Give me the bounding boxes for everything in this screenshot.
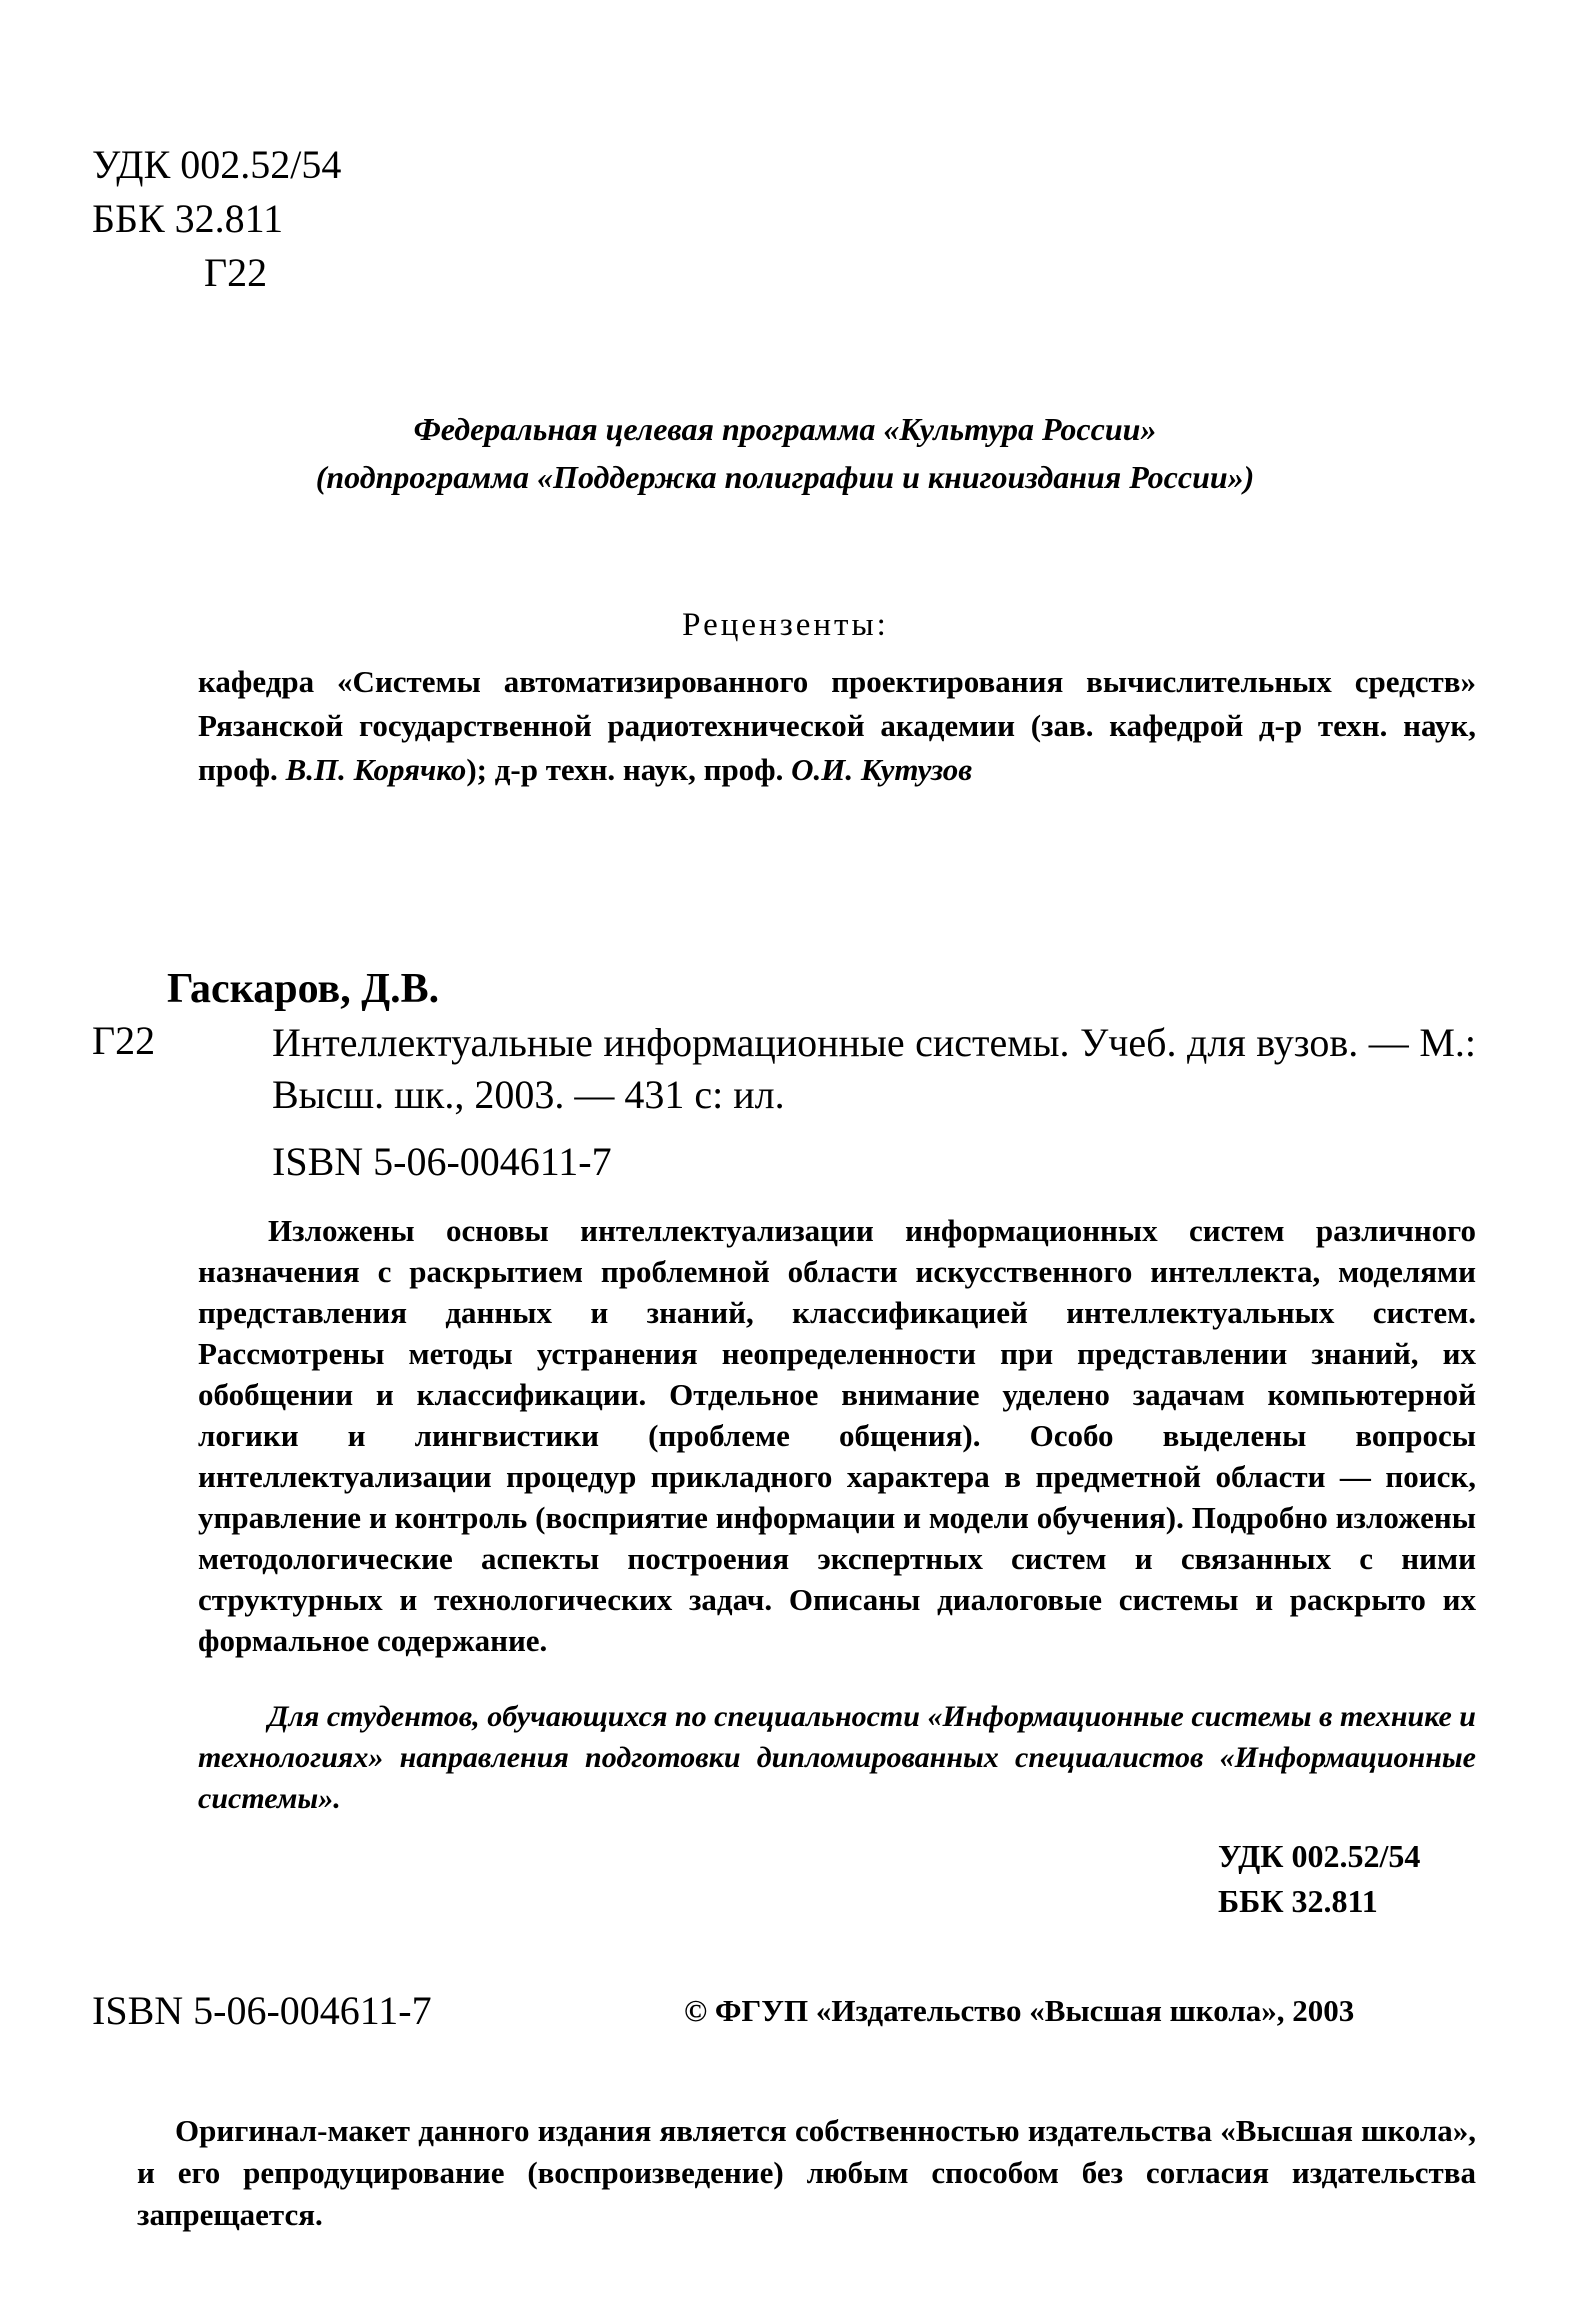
classification-block bbox=[92, 138, 341, 300]
bbk-code: ББК 32.811 bbox=[92, 196, 284, 241]
author-mark: Г22 bbox=[204, 250, 268, 295]
reviewer-name-2: О.И. Кутузов bbox=[791, 752, 973, 787]
footer-isbn: ISBN 5-06-004611-7 bbox=[92, 1988, 432, 2033]
bbk-code-bottom: ББК 32.811 bbox=[1218, 1883, 1378, 1919]
reviewers-text bbox=[198, 660, 1476, 792]
book-isbn: ISBN 5-06-004611-7 bbox=[272, 1139, 612, 1184]
program-line-1: Федеральная целевая программа «Культура России» bbox=[413, 411, 1157, 447]
reviewers-heading: Рецензенты: bbox=[682, 607, 889, 643]
book-author: Гаскаров, Д.В. bbox=[167, 966, 440, 1012]
reviewers-text-part2: ); д-р техн. наук, проф. bbox=[466, 752, 792, 787]
program-line-2: (подпрограмма «Поддержка полиграфии и книгоиздания России») bbox=[315, 459, 1255, 495]
book-title-description: Интеллектуальные информационные системы. Учеб. для вузов. — М.: Высш. шк., 2003. — 431 с: ил. bbox=[272, 1020, 1476, 1117]
classification-block-bottom bbox=[1218, 1834, 1420, 1924]
udk-code: УДК 002.52/54 bbox=[92, 142, 342, 187]
book-abstract: Изложены основы интеллектуализации информационных систем различного назначения с раскрытием проблемной области искусственного интеллекта, моделями представления данных и знаний, классификацией интеллектуальных систем. Рассмотрены методы устранения неопределенности при представлении знаний, их обобщении и классификации. Отдельное внимание уделено задачам компьютерной логики и лингвистики (проблеме общения). Особо выделены вопросы интеллектуализации процедур прикладного характера в предметной области — поиск, управление и контроль (восприятие информации и модели обучения). Подробно изложены методологические аспекты построения экспертных систем и связанных с ними структурных и технологических задач. Описаны диалоговые системы и раскрыто их формальное содержание. bbox=[198, 1213, 1476, 1658]
reviewer-name-1: В.П. Корячко bbox=[285, 752, 467, 787]
reviewers-text-part1: кафедра «Системы автоматизированного проектирования вычислительных средств» Рязанской государственной радиотехнической академии (зав. кафедрой д-р техн. наук, проф. bbox=[198, 664, 1476, 787]
udk-code-bottom: УДК 002.52/54 bbox=[1218, 1838, 1421, 1874]
program-note bbox=[150, 405, 1420, 501]
copyright-notice: Оригинал-макет данного издания является собственностью издательства «Высшая школа», и его репродуцирование (воспроизведение) любым способом без согласия издательства запрещается. bbox=[137, 2113, 1476, 2232]
copyright-line: © ФГУП «Издательство «Высшая школа», 2003 bbox=[684, 1993, 1355, 2028]
book-author-mark: Г22 bbox=[92, 1018, 156, 1063]
target-audience: Для студентов, обучающихся по специальности «Информационные системы в технике и технологиях» направления подготовки дипломированных специалистов «Информационные системы». bbox=[198, 1700, 1476, 1815]
